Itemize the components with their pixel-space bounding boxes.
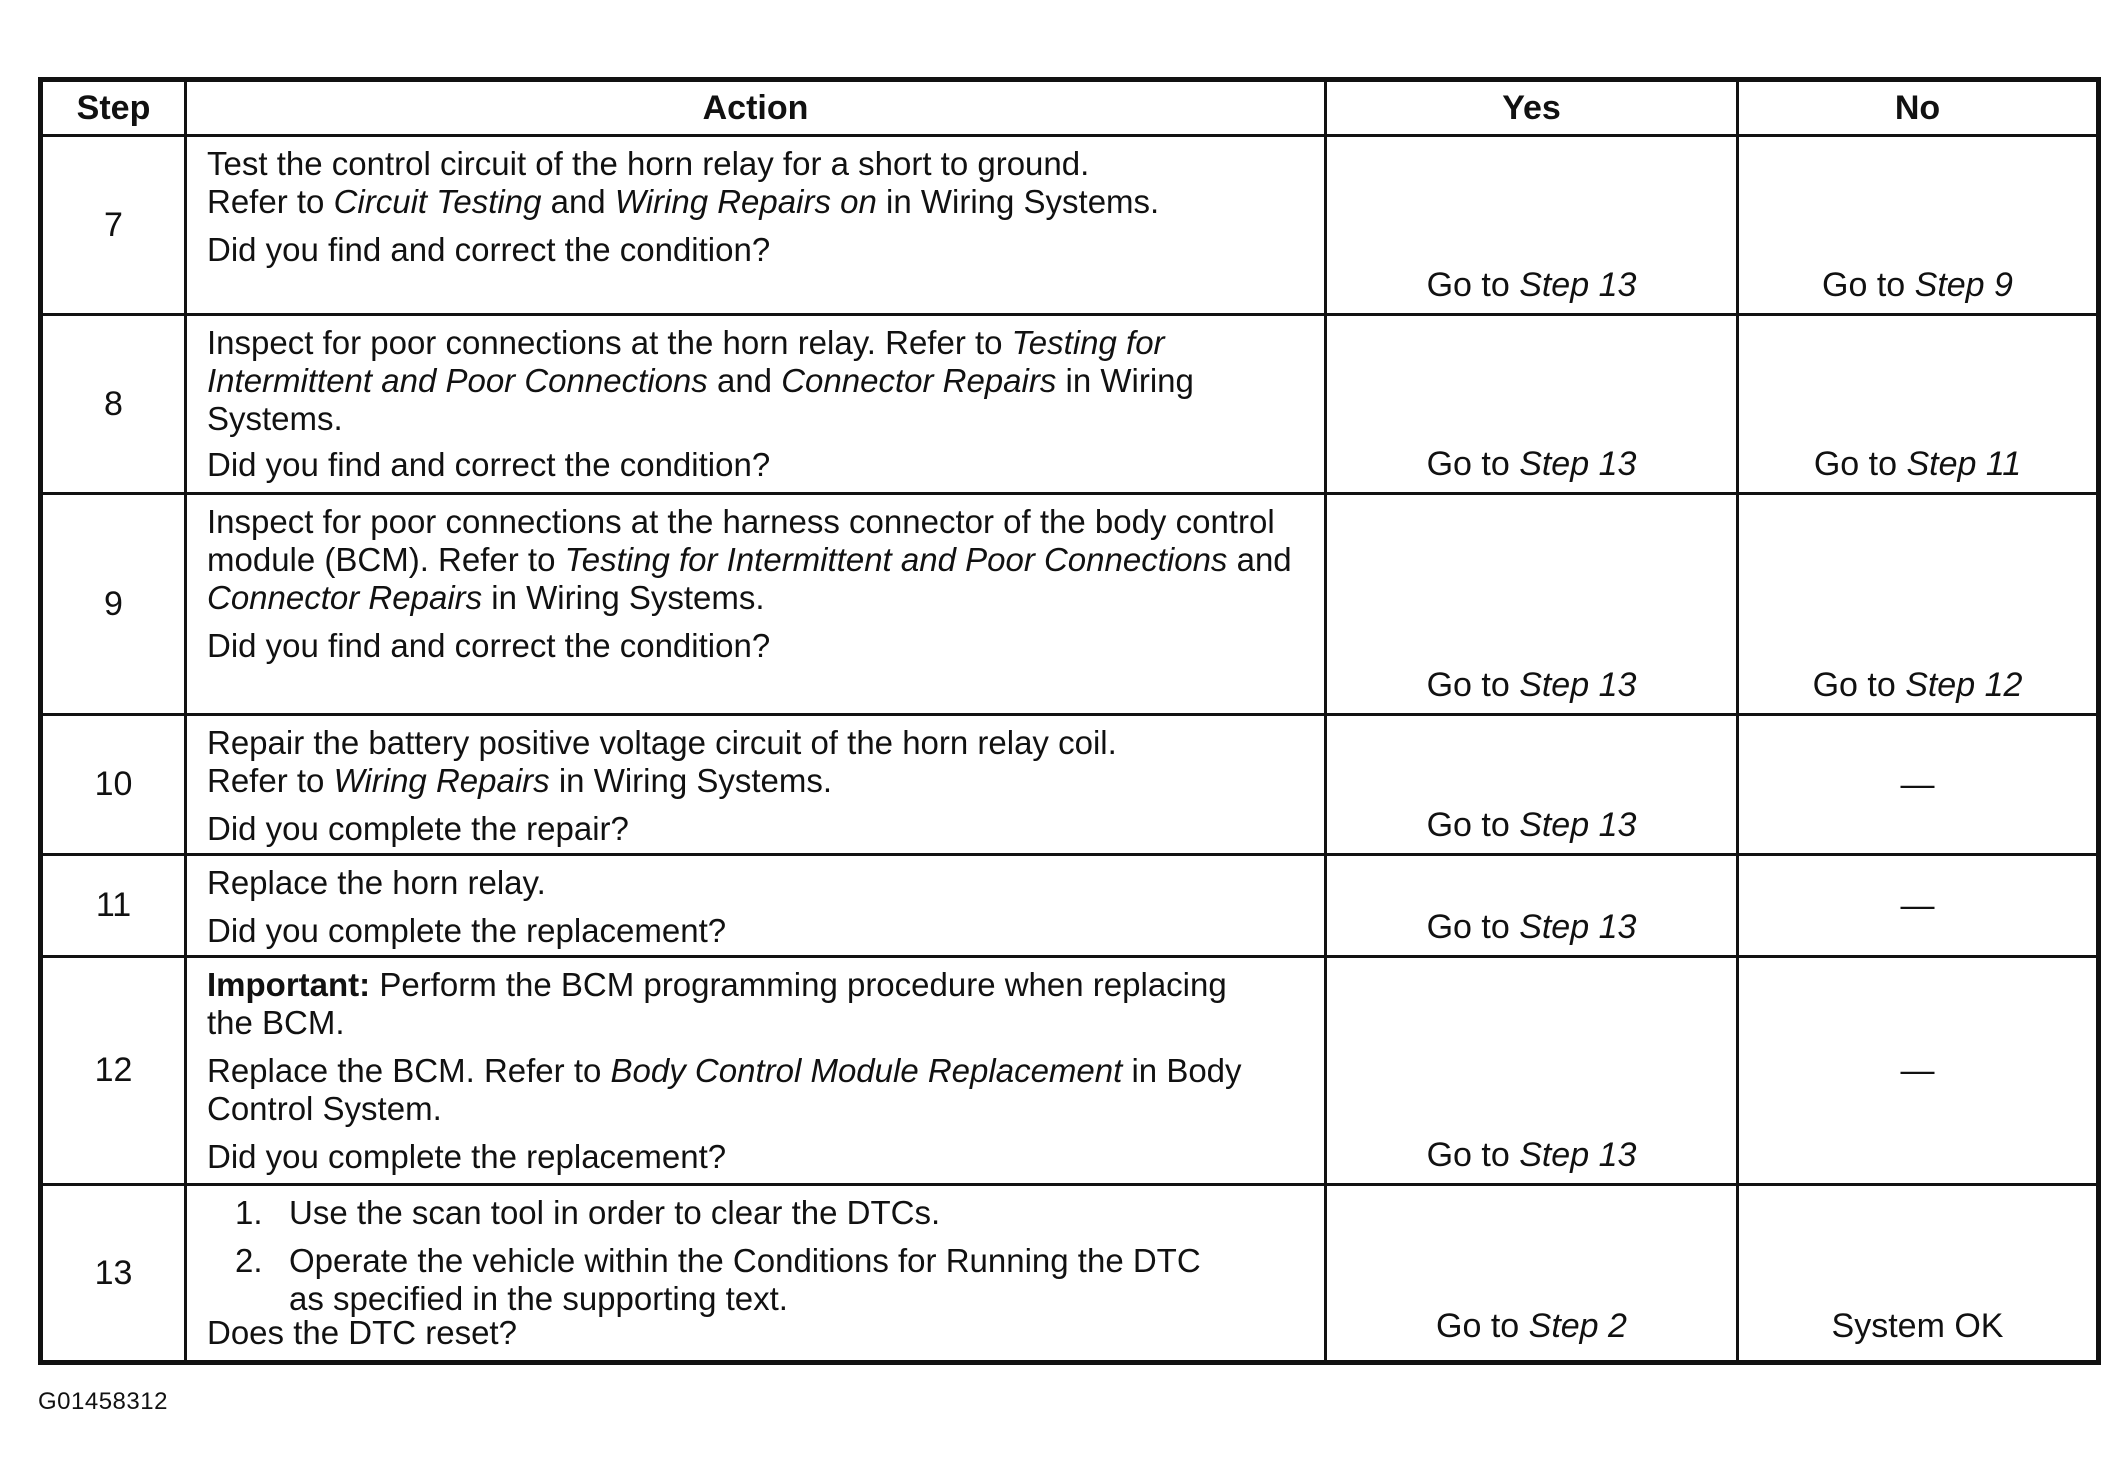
action-line: Test the control circuit of the horn relay for a short to ground. [207, 145, 1090, 182]
header-action-label: Action [702, 88, 809, 127]
yes-goto [1327, 665, 1736, 705]
action-line: and [1227, 541, 1301, 578]
goto-label: Go to [1426, 666, 1520, 704]
goto-step: Step 13 [1519, 266, 1637, 304]
important-note [207, 966, 1304, 1042]
list-number: 1. [235, 1194, 263, 1231]
reference-link: Connector Repairs [781, 362, 1057, 399]
action-line: in Wiring Systems. [482, 579, 765, 616]
table-row [43, 958, 2096, 1183]
reference-link: Wiring Repairs on [614, 183, 877, 220]
no-cell [1739, 958, 2096, 1183]
no-goto [1739, 265, 2096, 305]
action-line: Refer to [207, 183, 334, 220]
action-line: and [707, 362, 782, 399]
goto-step: Step 2 [1528, 1307, 1627, 1345]
action-text [207, 724, 1304, 800]
action-question: Did you complete the replacement? [207, 1138, 727, 1175]
action-text [207, 324, 1304, 438]
yes-cell [1327, 716, 1739, 853]
table-row [43, 716, 2096, 853]
reference-link: Body Control Module Replacement [610, 1052, 1123, 1089]
action-cell [187, 856, 1327, 955]
yes-goto [1327, 1306, 1736, 1346]
action-line: and [541, 183, 615, 220]
goto-label: Go to [1426, 266, 1520, 304]
action-line: in Wiring Systems. [876, 183, 1160, 220]
step-number-text: 9 [104, 584, 123, 623]
no-cell [1739, 137, 2096, 313]
goto-label: Go to [1426, 908, 1520, 946]
no-cell [1739, 1186, 2096, 1360]
table-header-row [43, 82, 2096, 134]
action-text [207, 145, 1304, 221]
action-line: Repair the battery positive voltage circuit of the horn relay coil. [207, 724, 1117, 761]
reference-link: Connector Repairs [207, 579, 483, 616]
no-cell [1739, 495, 2096, 713]
step-number [43, 137, 187, 313]
goto-label: Go to [1426, 806, 1520, 844]
action-question: Did you complete the replacement? [207, 912, 727, 949]
list-item [207, 1242, 1304, 1318]
goto-step: Step 12 [1905, 666, 2023, 704]
yes-goto [1327, 805, 1736, 845]
important-text: Perform the BCM programming procedure when replacing the BCM. [207, 966, 1236, 1041]
header-yes-label: Yes [1502, 88, 1561, 127]
step-number [43, 1186, 187, 1360]
header-no-label: No [1894, 88, 1941, 127]
diagnostic-table [38, 77, 2101, 1365]
no-goto [1739, 444, 2096, 484]
yes-goto [1327, 907, 1736, 947]
action-line: in Wiring Systems. [207, 362, 1204, 437]
goto-label: Go to [1813, 445, 1907, 483]
figure-id: G01458312 [38, 1388, 168, 1415]
header-step-label: Step [76, 88, 151, 127]
header-action [187, 82, 1327, 134]
no-cell [1739, 316, 2096, 492]
action-question: Did you find and correct the condition? [207, 231, 771, 268]
table-row [43, 856, 2096, 955]
yes-cell [1327, 856, 1739, 955]
step-number-text: 11 [95, 886, 132, 924]
reference-link: Testing for Intermittent and Poor Connections [564, 541, 1228, 578]
no-cell [1739, 856, 2096, 955]
no-dash: — [1900, 765, 1935, 803]
reference-link: Testing for Intermittent and Poor Connections [207, 324, 1174, 399]
step-number [43, 958, 187, 1183]
action-cell [187, 716, 1327, 853]
list-item [207, 1194, 1304, 1232]
yes-goto [1327, 265, 1736, 305]
step-number-text: 12 [94, 1051, 133, 1089]
action-cell [187, 137, 1327, 313]
goto-step: Step 13 [1519, 1136, 1637, 1174]
table-row [43, 1186, 2096, 1360]
step-number [43, 856, 187, 955]
action-cell [187, 495, 1327, 713]
action-cell [187, 316, 1327, 492]
action-line: Replace the BCM. Refer to [207, 1052, 611, 1089]
goto-step: Step 13 [1519, 908, 1637, 946]
yes-goto [1327, 1135, 1736, 1175]
step-number [43, 716, 187, 853]
goto-label: Go to [1822, 266, 1915, 304]
no-result: System OK [1831, 1307, 2004, 1345]
table-row [43, 137, 2096, 313]
action-line: Inspect for poor connections at the horn relay. Refer to [207, 324, 1012, 361]
table-row [43, 495, 2096, 713]
step-number-text: 13 [94, 1253, 133, 1292]
goto-label: Go to [1812, 666, 1906, 704]
action-text [207, 503, 1304, 617]
step-number-text: 10 [94, 765, 133, 803]
yes-goto [1327, 444, 1736, 484]
action-line: Inspect for poor connections at the harness connector of the body control module (BCM). Refer to [207, 503, 1284, 578]
list-number: 2. [235, 1242, 263, 1279]
yes-cell [1327, 495, 1739, 713]
list-text: Operate the vehicle within the Conditions for Running the DTC as specified in the supporting text. [289, 1242, 1201, 1317]
step-number-text: 8 [104, 384, 123, 423]
goto-step: Step 13 [1519, 806, 1637, 844]
header-yes [1327, 82, 1739, 134]
no-dash: — [1900, 1051, 1935, 1089]
action-line: in Wiring Systems. [549, 762, 833, 799]
goto-step: Step 13 [1519, 445, 1637, 483]
goto-step: Step 9 [1914, 266, 2013, 304]
table-row [43, 316, 2096, 492]
action-question: Did you find and correct the condition? [207, 446, 771, 483]
reference-link: Circuit Testing [333, 183, 542, 220]
goto-label: Go to [1436, 1307, 1529, 1345]
action-cell [187, 1186, 1327, 1360]
list-text: Use the scan tool in order to clear the DTCs. [289, 1194, 941, 1231]
action-text: Replace the horn relay. [207, 864, 546, 901]
no-goto [1739, 665, 2096, 705]
no-cell [1739, 716, 2096, 853]
goto-step: Step 11 [1906, 445, 2022, 483]
yes-cell [1327, 316, 1739, 492]
goto-label: Go to [1426, 445, 1520, 483]
action-text [207, 1052, 1304, 1128]
goto-label: Go to [1426, 1136, 1520, 1174]
no-dash: — [1900, 886, 1935, 924]
action-question: Does the DTC reset? [207, 1314, 517, 1351]
action-step-list [207, 1194, 1304, 1318]
reference-link: Wiring Repairs [333, 762, 550, 799]
action-question: Did you find and correct the condition? [207, 627, 771, 664]
yes-cell [1327, 1186, 1739, 1360]
yes-cell [1327, 958, 1739, 1183]
action-line: in Body Control System. [207, 1052, 1251, 1127]
goto-step: Step 13 [1519, 666, 1637, 704]
step-number [43, 495, 187, 713]
action-line: Refer to [207, 762, 334, 799]
important-label: Important: [207, 966, 371, 1003]
yes-cell [1327, 137, 1739, 313]
header-no [1739, 82, 2096, 134]
action-question: Did you complete the repair? [207, 810, 629, 847]
step-number-text: 7 [104, 205, 123, 244]
header-step [43, 82, 187, 134]
action-cell [187, 958, 1327, 1183]
step-number [43, 316, 187, 492]
